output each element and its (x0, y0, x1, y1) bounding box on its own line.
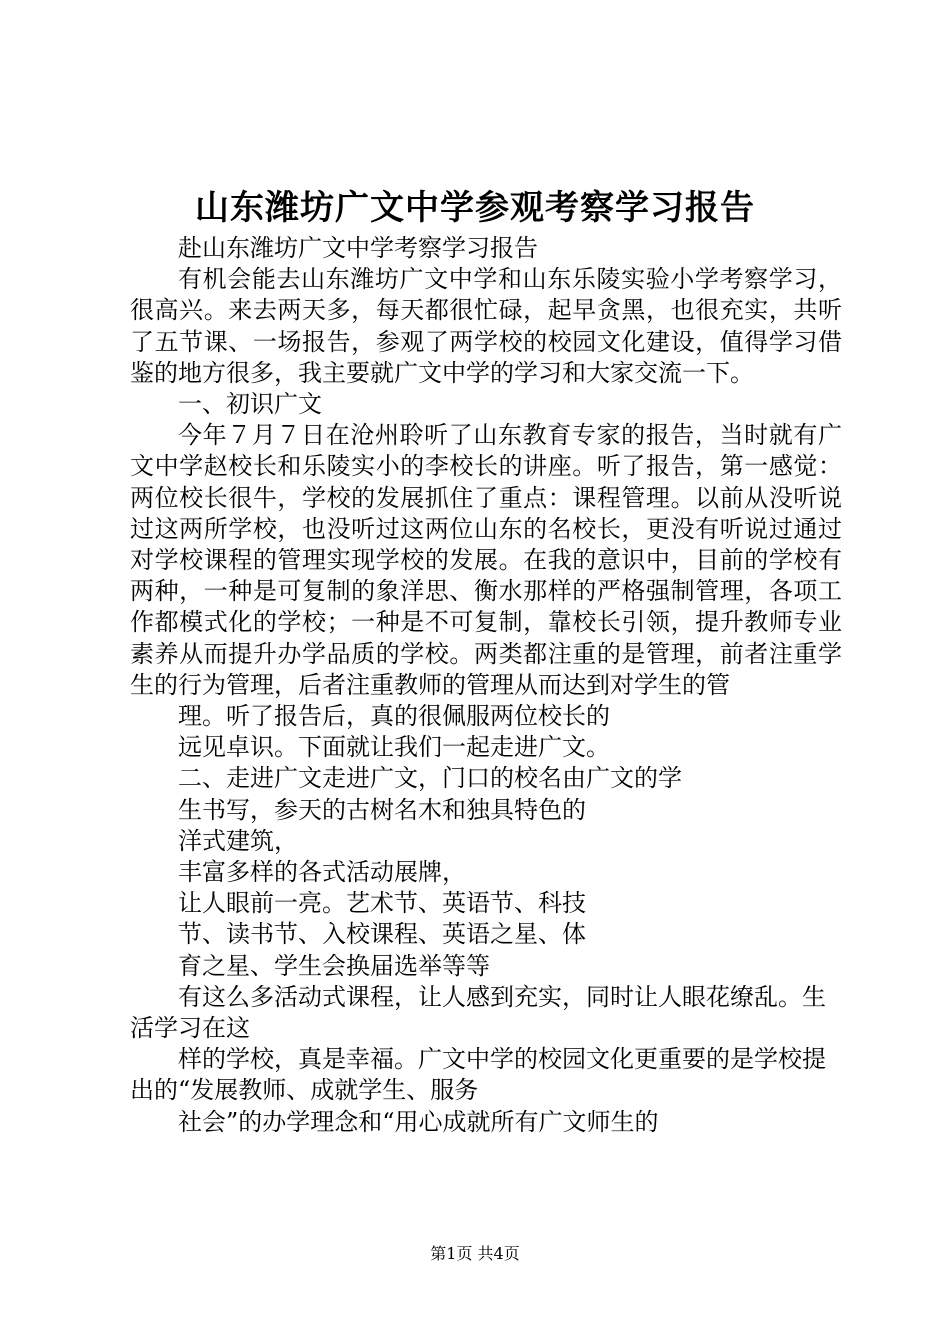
paragraph-fragment: 理。听了报告后，真的很佩服两位校长的 (178, 702, 610, 731)
section-heading-2: 二、走进广文走进广文，门口的校名由广文的学 (178, 764, 682, 793)
paragraph-fragment: 育之星、学生会换届选举等等 (178, 951, 490, 980)
page-number-footer: 第1页 共4页 (430, 1244, 520, 1263)
paragraph-fragment: 节、读书节、入校课程、英语之星、体 (178, 920, 586, 949)
paragraph-intro: 有机会能去山东潍坊广文中学和山东乐陵实验小学考察学习，很高兴。来去两天多，每天都很忙碌，起早贪黑，也很充实，共听了五节课、一场报告，参观了两学校的校园文化建设，值得学习借鉴的地方很多，我主要就广文中学的学习和大家交流一下。 (130, 265, 842, 387)
paragraph-fragment: 有这么多活动式课程，让人感到充实，同时让人眼花缭乱。生活学习在这 (130, 982, 826, 1043)
paragraph-subtitle: 赴山东潍坊广文中学考察学习报告 (178, 234, 538, 262)
section-heading-1: 一、初识广文 (178, 390, 322, 419)
paragraph-fragment: 生书写，参天的古树名木和独具特色的 (178, 795, 586, 824)
document-title: 山东潍坊广文中学参观考察学习报告 (195, 188, 755, 228)
paragraph-fragment: 样的学校，真是幸福。广文中学的校园文化更重要的是学校提出的“发展教师、成就学生、服务 (130, 1045, 826, 1105)
paragraph-fragment: 让人眼前一亮。艺术节、英语节、科技 (178, 889, 586, 918)
document-body (130, 233, 842, 1138)
paragraph-fragment: 远见卓识。下面就让我们一起走进广文。 (178, 733, 610, 762)
paragraph-fragment: 洋式建筑， (178, 826, 298, 855)
paragraph-fragment: 丰富多样的各式活动展牌， (178, 858, 466, 887)
paragraph-section-1: 今年７月７日在沧州聆听了山东教育专家的报告，当时就有广文中学赵校长和乐陵实小的李校长的讲座。听了报告，第一感觉：两位校长很牛，学校的发展抓住了重点：课程管理。以前从没听说过这两所学校，也没听过这两位山东的名校长，更没有听说过通过对学校课程的管理实现学校的发展。在我的意识中，目前的学校有两种，一种是可复制的象洋思、衡水那样的严格强制管理，各项工作都模式化的学校；一种是不可复制，靠校长引领，提升教师专业素养从而提升办学品质的学校。两类都注重的是管理，前者注重学生的行为管理，后者注重教师的管理从而达到对学生的管 (130, 421, 842, 699)
paragraph-fragment: 社会”的办学理念和“用心成就所有广文师生的 (178, 1107, 659, 1136)
